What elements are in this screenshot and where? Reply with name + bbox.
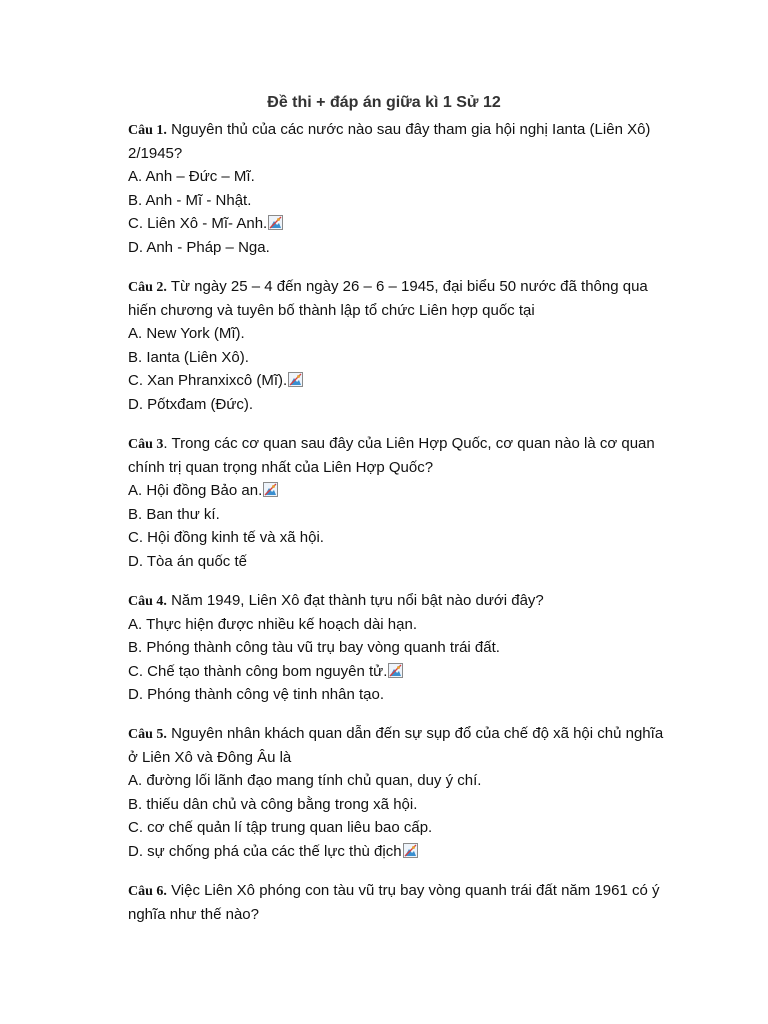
answer-image-icon: [388, 663, 403, 678]
answer-image-icon: [288, 372, 303, 387]
question-text-line: Câu 3. Trong các cơ quan sau đây của Liên Hợp Quốc, cơ quan nào là cơ quan: [128, 435, 655, 452]
option-c: C. Liên Xô - Mĩ- Anh.: [128, 212, 688, 236]
option-a: A. Hội đồng Bảo an.: [128, 479, 688, 503]
option-d: D. Pốtxđam (Đức).: [128, 395, 254, 413]
option-c: C. Xan Phranxixcô (Mĩ).: [128, 369, 688, 393]
question-text-line: Câu 5. Nguyên nhân khách quan dẫn đến sự sụp đổ của chế độ xã hội chủ nghĩa: [128, 725, 664, 742]
option-a: A. Thực hiện được nhiều kế hoạch dài hạn.: [128, 615, 417, 633]
question-1: [128, 118, 688, 259]
question-2: [128, 275, 688, 416]
question-text-line: Câu 4. Năm 1949, Liên Xô đạt thành tựu nổi bật nào dưới đây?: [128, 592, 544, 609]
option-c: C. Hội đồng kinh tế và xã hội.: [128, 529, 324, 546]
question-label: Câu 4.: [128, 594, 167, 609]
question-text-line: nghĩa như thế nào?: [128, 905, 259, 923]
option-c: C. Chế tạo thành công bom nguyên tử.: [128, 660, 688, 684]
question-text-line: chính trị quan trọng nhất của Liên Hợp Quốc?: [128, 458, 434, 476]
question-label: Câu 1.: [128, 123, 167, 138]
question-text-line: ở Liên Xô và Đông Âu là: [128, 748, 292, 766]
answer-image-icon: [403, 843, 418, 858]
question-3: [128, 432, 688, 573]
page-title: Đề thi + đáp án giữa kì 1 Sử 12: [267, 94, 501, 111]
option-b: B. Phóng thành công tàu vũ trụ bay vòng quanh trái đất.: [128, 639, 500, 656]
question-4: [128, 589, 688, 707]
question-5: [128, 722, 688, 863]
option-d: D. Tòa án quốc tế: [128, 552, 247, 570]
question-text-line: 2/1945?: [128, 144, 183, 162]
question-text-line: Câu 1. Nguyên thủ của các nước nào sau đây tham gia hội nghị Ianta (Liên Xô): [128, 121, 651, 138]
option-b: B. thiếu dân chủ và công bằng trong xã hội.: [128, 795, 418, 813]
option-b: B. Ianta (Liên Xô).: [128, 348, 249, 366]
option-c: C. cơ chế quản lí tập trung quan liêu bao cấp.: [128, 819, 433, 836]
answer-image-icon: [263, 482, 278, 497]
question-text-line: Câu 2. Từ ngày 25 – 4 đến ngày 26 – 6 – 1945, đại biểu 50 nước đã thông qua: [128, 278, 648, 295]
question-label: Câu 6.: [128, 884, 167, 899]
question-label: Câu 5.: [128, 727, 167, 742]
option-d: D. Anh - Pháp – Nga.: [128, 238, 270, 256]
option-d: D. sự chống phá của các thế lực thù địch: [128, 840, 688, 864]
option-a: A. New York (Mĩ).: [128, 325, 245, 342]
question-label: Câu 3: [128, 437, 164, 452]
option-a: A. đường lối lãnh đạo mang tính chủ quan, duy ý chí.: [128, 772, 482, 789]
answer-image-icon: [268, 215, 283, 230]
option-b: B. Anh - Mĩ - Nhật.: [128, 191, 252, 209]
question-label: Câu 2.: [128, 280, 167, 295]
question-6: [128, 879, 688, 926]
option-b: B. Ban thư kí.: [128, 505, 220, 523]
option-d: D. Phóng thành công vệ tinh nhân tạo.: [128, 686, 385, 703]
question-text-line: hiến chương và tuyên bố thành lập tổ chức Liên hợp quốc tại: [128, 301, 535, 319]
question-text-line: Câu 6. Việc Liên Xô phóng con tàu vũ trụ bay vòng quanh trái đất năm 1961 có ý: [128, 882, 660, 899]
option-a: A. Anh – Đức – Mĩ.: [128, 168, 255, 185]
